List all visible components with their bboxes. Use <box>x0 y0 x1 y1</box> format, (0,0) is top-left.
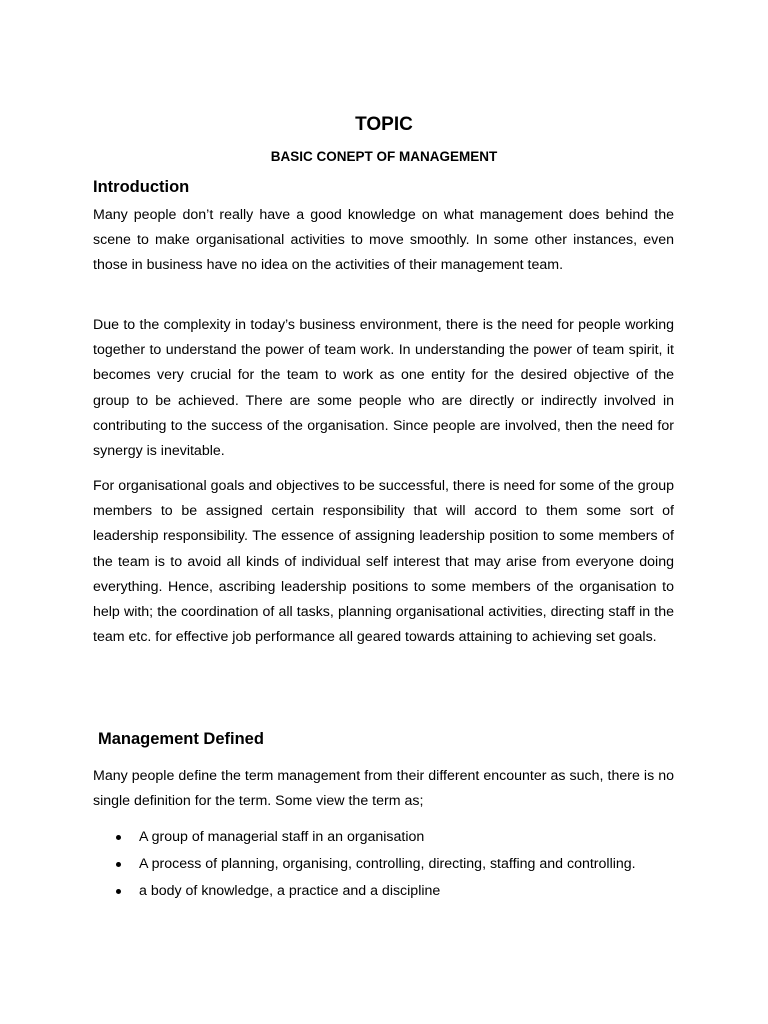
bullet-icon <box>116 862 121 867</box>
management-defined-paragraph: Many people define the term management from their different encounter as such, there is no single definition for the term. Some view the term as; <box>93 768 674 810</box>
intro-paragraph-1: Many people don’t really have a good knowledge on what management does behind the scene to make organisational activities to move smoothly. In some other instances, even those in business have no idea on the activities of their management team. <box>93 207 674 274</box>
list-item <box>93 852 674 877</box>
bullet-icon <box>116 835 121 840</box>
definition-bullet-list <box>93 825 674 905</box>
intro-paragraph-2: Due to the complexity in today’s business environment, there is the need for people working together to understand the power of team work. In understanding the power of team spirit, it becomes very crucial for the team to work as one entity for the desired objective of the group to be achieved. There are some people who are directly or indirectly involved in contributing to the success of the organisation. Since people are involved, then the need for synergy is inevitable. <box>93 317 674 460</box>
introduction-heading: Introduction <box>93 178 190 196</box>
management-defined-heading: Management Defined <box>98 730 264 748</box>
list-item <box>93 825 674 850</box>
bullet-text: A group of managerial staff in an organisation <box>139 829 425 845</box>
document-subtitle: BASIC CONEPT OF MANAGEMENT <box>270 149 498 164</box>
intro-paragraph-3: For organisational goals and objectives to be successful, there is need for some of the group members to be assigned certain responsibility that will accord to them some sort of leadership responsibility. The essence of assigning leadership position to some members of the team is to avoid all kinds of individual self interest that may arise from everyone doing everything. Hence, ascribing leadership positions to some members of the organisation to help with; the coordination of all tasks, planning organisational activities, directing staff in the team etc. for effective job performance all geared towards attaining to achieving set goals. <box>93 478 674 646</box>
bullet-text: A process of planning, organising, controlling, directing, staffing and controlling. <box>139 855 636 872</box>
bullet-text: a body of knowledge, a practice and a discipline <box>139 882 441 899</box>
list-item <box>93 879 674 904</box>
bullet-icon <box>116 889 121 894</box>
document-title: TOPIC <box>355 114 413 135</box>
